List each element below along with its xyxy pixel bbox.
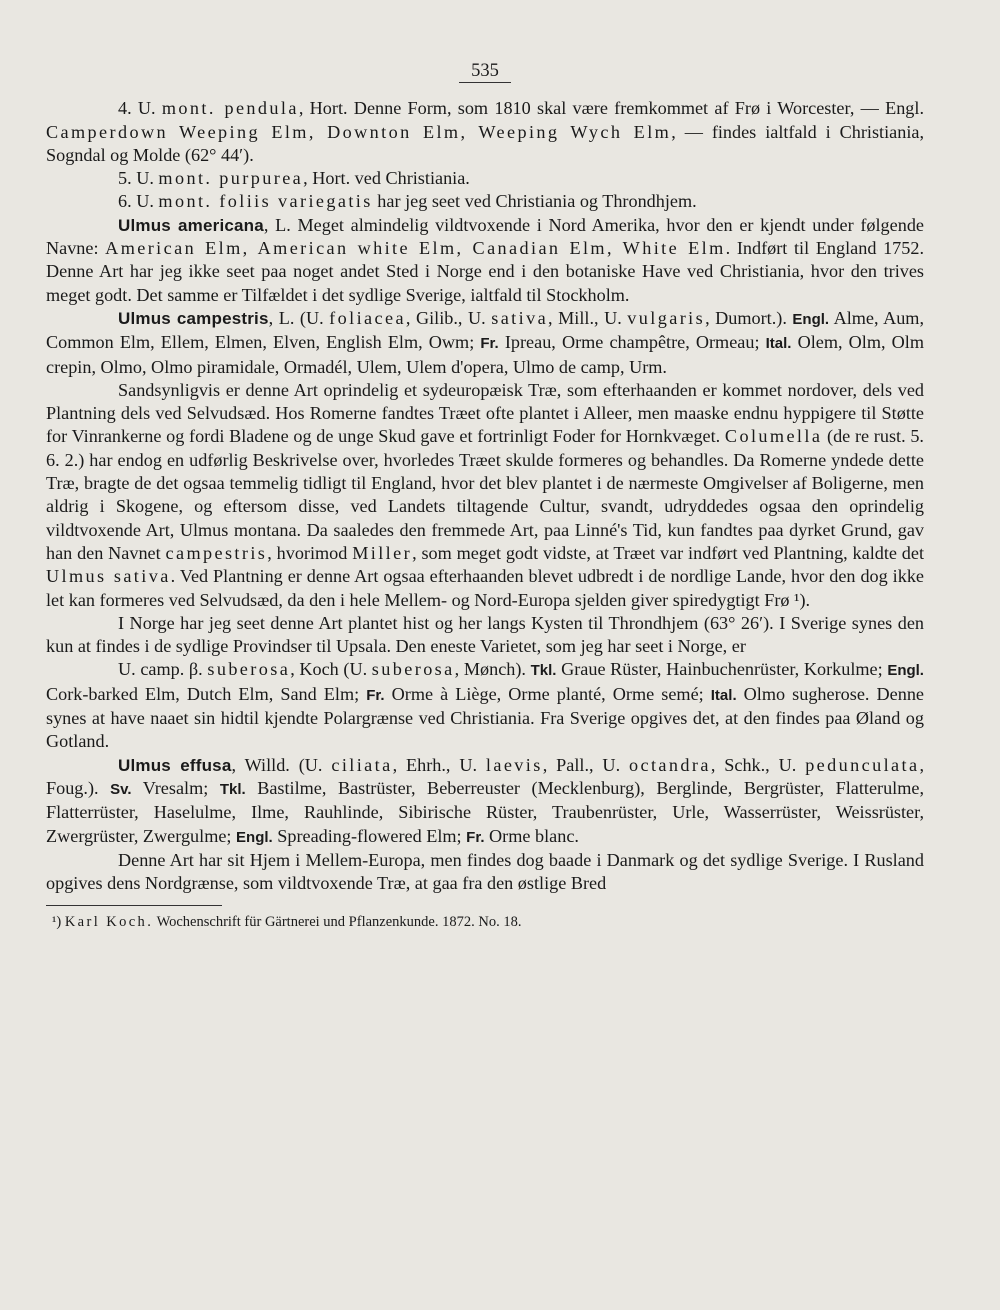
text: Ipreau, Orme champêtre, Ormeau; (498, 332, 766, 353)
language-label: Engl. (236, 828, 273, 846)
language-label: Engl. (792, 310, 830, 328)
spaced-name: ciliata (331, 754, 393, 775)
language-label: Sv. (110, 780, 132, 798)
footnote-mark: ¹) (52, 914, 65, 931)
spaced-name: laevis (485, 754, 543, 775)
text: . Ved Plantning er denne Art ogsaa efterhaanden blevet udbredt i de nordlige Lande, hvor den dog ikke let kan formeres ved Selvudsæd, da den i hele Mellem- og Nord-Europa sjelden giver spiredygtigt Frø ¹). (46, 566, 924, 610)
text: Alme, Aum, Common Elm, Ellem, Elmen, Elven, English Elm, Owm; (46, 307, 924, 353)
text: , Hort. Denne Form, som 1810 skal være fremkommet af Frø i Worcester, — Engl. (298, 98, 924, 119)
footnote-text: Wochenschrift für Gärtnerei und Pflanzenkunde. 1872. No. 18. (153, 914, 522, 931)
species-heading: Ulmus americana (118, 215, 264, 235)
footnote-divider (46, 905, 222, 906)
language-label: Ital. (710, 686, 737, 704)
text: Tid, kun fandtes paa dyrket Grund, gav han den Navnet (46, 519, 924, 563)
spaced-name: mont. purpurea (158, 168, 304, 189)
text: , Koch (U. (290, 659, 372, 680)
spaced-name: mont. pendula (161, 98, 299, 119)
text: , hvorimod (267, 542, 353, 563)
spaced-name: campestris (165, 542, 268, 563)
text: Cork-barked Elm, Dutch Elm, Sand Elm; (46, 683, 367, 704)
text: , L. (U. (268, 307, 330, 328)
language-label: Tkl. (530, 662, 557, 680)
text: Orme blanc. (484, 825, 579, 846)
spaced-name: Columella (724, 426, 823, 447)
footnote (46, 912, 924, 932)
text: , Pall., U. (542, 754, 630, 775)
text: . Indført til England 1752. Denne Art har jeg ikke seet paa noget andet Sted i Norge end i den botaniske Have ved Christiania, hvor den trives meget godt. Det samme er Tilfældet i det sydlige Sverige, ialtfald til Stockholm. (46, 238, 924, 305)
text: U. camp. β. (118, 659, 208, 680)
paragraph-var-pendula (46, 97, 924, 167)
language-label: Ital. (765, 335, 792, 353)
text: Graue Rüster, Hainbuchenrüster, Korkulme; (556, 659, 888, 680)
text: , Mill., U. (548, 307, 628, 328)
paragraph-var-variegatis (46, 190, 924, 213)
text: Olem, Olm, Olm crepin, Olmo, Olmo piramidale, Ormadél, Ulem, Ulem d'opera, Ulmo de camp, Urm. (46, 332, 924, 377)
species-heading: Ulmus campestris (118, 308, 269, 328)
paragraph-var-suberosa (46, 658, 924, 753)
spaced-name: pedunculata (805, 754, 920, 775)
footnote-author: Karl Koch. (64, 914, 154, 931)
text: (de re rust. 5. 6. 2.) har endog en udførlig Beskrivelse over, hvorledes Træet skulde formeres og behandles. Da Romerne yndede dette Træ, bragte de det ogsaa temmelig tidligt til England, hvor det blev plantet i de nærmeste Omgivelser af Boligerne, men aldrig i Skogene, og eftersom disse, ved Landets tiltagende Cultur, svandt, udryddedes ogsaa den oprindelig vildtvoxende Art, Ulmus montana. Da saaledes den fremmede Art, paa (46, 426, 924, 540)
text: , Ehrh., U. (392, 754, 486, 775)
text: har jeg seet ved Christiania og Throndhjem. (372, 191, 697, 212)
text: Sandsynligvis er denne Art oprindelig et sydeuropæisk Træ, som efterhaanden er kommet nordover, dels ved Plantning dels ved Selvudsæd. Hos Romerne fandtes Træet ofte plantet i Alleer, men maaske endnu hyppigere til Støtte for Vinrankerne og fordi Bladene og de unge Skud gave et fortrinligt Foder for Hornkvæget. (46, 379, 924, 447)
text: Denne Art har sit Hjem i Mellem-Europa, men findes dog baade i Danmark og det sydlige Sverige. I Rusland opgives dens Nordgrænse, som vildtvoxende Træ, at gaa fra den østlige Bred (46, 849, 924, 894)
language-label: Fr. (466, 828, 485, 846)
text: Bastilme, Bastrüster, Beberreuster (Mecklenburg), Berglinde, Bergrüster, Flatterulme, Flatterrüster, Haselulme, Ilme, Rauhlinde, Sibirische Rüster, Traubenrüster, Urle, Wasserrüster, Weissrüster, Zwergrüster, Zwergulme; (46, 777, 925, 846)
text: Olmo sugherose. Denne synes at have naaet sin hidtil kjendte Polargrænse ved Christiania. Fra Sverige opgives det, at den findes paa Øland og Gotland. (46, 683, 924, 752)
species-heading: Ulmus effusa (118, 755, 232, 775)
text: Spreading-flowered Elm; (272, 825, 467, 846)
spaced-name: mont. foliis variegatis (158, 191, 373, 212)
spaced-name: vulgaris (627, 307, 706, 328)
text: I Norge har jeg seet denne Art plantet hist og her langs Kysten til Throndhjem (63° 26′). I Sverige synes den kun at findes i de sydlige Provindser til Upsala. Den eneste Varietet, som jeg har seet i Norge, er (46, 612, 924, 657)
text: , Willd. (U. (231, 754, 332, 775)
text: , Mønch). (454, 659, 531, 680)
page-body (46, 60, 924, 932)
text: , Schk., U. (710, 754, 806, 775)
text: 6. U. (118, 191, 159, 212)
spaced-name: Ulmus sativa (46, 566, 171, 587)
language-label: Fr. (366, 686, 385, 704)
spaced-name: Camperdown Weeping Elm, Downton Elm, Weeping Wych Elm (46, 121, 672, 142)
text: Orme à Liège, Orme planté, Orme semé; (384, 683, 711, 704)
paragraph-ulmus-effusa (46, 754, 924, 849)
text: , Hort. ved Christiania. (303, 168, 470, 189)
spaced-name: sativa (491, 307, 549, 328)
page-number-header (46, 60, 924, 83)
spaced-name: Miller (352, 542, 413, 563)
spaced-name: suberosa (371, 659, 455, 680)
paragraph-ulmus-americana (46, 214, 924, 307)
text: Linné's (574, 519, 628, 540)
paragraph-effusa-range (46, 849, 924, 896)
text: , Dumort.). (705, 307, 793, 328)
text: Vresalm; (131, 777, 220, 798)
language-label: Tkl. (219, 780, 246, 798)
page-number: 535 (459, 61, 511, 83)
text: , L. Meget almindelig vildtvoxende i Nord Amerika, hvor den er kjendt under følgende Navne: (46, 214, 924, 259)
text: , som meget godt vidste, at Træet var indført ved Plantning, kaldte det (412, 542, 925, 563)
text: 4. U. (118, 98, 162, 119)
spaced-name: suberosa (207, 659, 291, 680)
spaced-name: octandra (629, 754, 711, 775)
text: , Foug.). (46, 754, 924, 798)
text: 5. U. (118, 168, 159, 189)
paragraph-ulmus-campestris (46, 307, 924, 379)
text: , Gilib., U. (405, 307, 492, 328)
language-label: Fr. (480, 335, 499, 353)
spaced-name: American Elm, American white Elm, Canadian Elm, White Elm (105, 238, 726, 259)
paragraph-campestris-norway (46, 612, 924, 659)
spaced-name: foliacea (329, 307, 406, 328)
language-label: Engl. (887, 662, 924, 680)
text: , — findes ialtfald i Christiania, Sogndal og Molde (62° 44′). (46, 121, 924, 165)
paragraph-var-purpurea (46, 167, 924, 190)
paragraph-campestris-history (46, 379, 924, 612)
